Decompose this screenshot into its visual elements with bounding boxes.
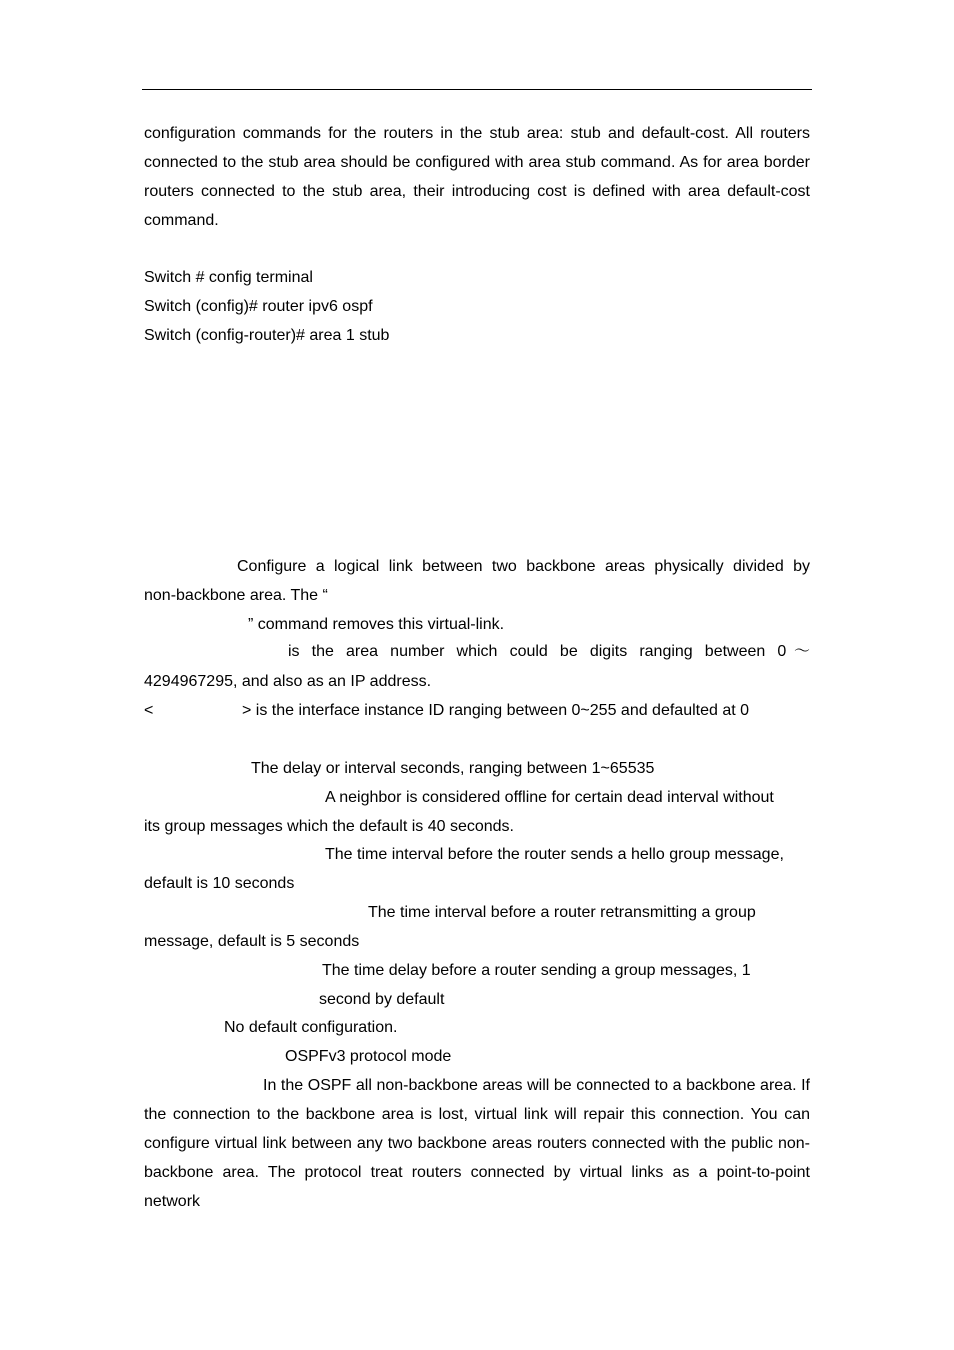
command-mode-value: OSPFv3 protocol mode [285, 1048, 452, 1065]
param-hello-line-1: The time interval before the router sends a hello group message, [325, 846, 784, 863]
param-retransmit-line-1: The time interval before a router retransmitting a group [368, 904, 756, 921]
function-text-line-1: Configure a logical link between two backbone areas physically divided by [237, 558, 810, 575]
param-dead-line-1: A neighbor is considered offline for certain dead interval without [325, 789, 774, 806]
param-area-id-line-1: is the area number which could be digits ranging between 0～ [288, 643, 810, 660]
example-command-1: Switch # config terminal [144, 269, 313, 286]
param-transmit-line-1: The time delay before a router sending a group messages, 1 [322, 962, 751, 979]
param-retransmit-line-2: message, default is 5 seconds [144, 933, 360, 950]
param-hello-line-2: default is 10 seconds [144, 875, 295, 892]
default-value: No default configuration. [224, 1019, 398, 1036]
example-command-3: Switch (config-router)# area 1 stub [144, 327, 390, 344]
param-seconds-desc: The delay or interval seconds, ranging between 1~65535 [251, 760, 655, 777]
example-command-2: Switch (config)# router ipv6 ospf [144, 298, 373, 315]
usage-guide-paragraph: In the OSPF all non-backbone areas will be connected to a backbone area. If the connection to the backbone area is lost, virtual link will repair this connection. You can configure virtual link between any two backbone areas routers connected with the public non-backbone area. The protocol treat routers connected by virtual links as a point-to-point network [144, 1077, 810, 1210]
param-instance-open-bracket: < [144, 702, 154, 719]
param-transmit-line-2: second by default [319, 991, 445, 1008]
function-text-line-2: non-backbone area. The “ [144, 587, 328, 604]
function-text-line-3: ” command removes this virtual-link. [248, 616, 505, 633]
intro-paragraph: configuration commands for the routers in the stub area: stub and default-cost. All routers connected to the stub area should be configured with area stub command. As for area border routers connected to the stub area, their introducing cost is defined with area default-cost command. [144, 125, 810, 229]
param-area-id-line-2: 4294967295, and also as an IP address. [144, 673, 432, 690]
header-rule [142, 89, 812, 90]
param-dead-line-2: its group messages which the default is 40 seconds. [144, 818, 514, 835]
param-instance-desc: > is the interface instance ID ranging between 0~255 and defaulted at 0 [242, 702, 750, 719]
